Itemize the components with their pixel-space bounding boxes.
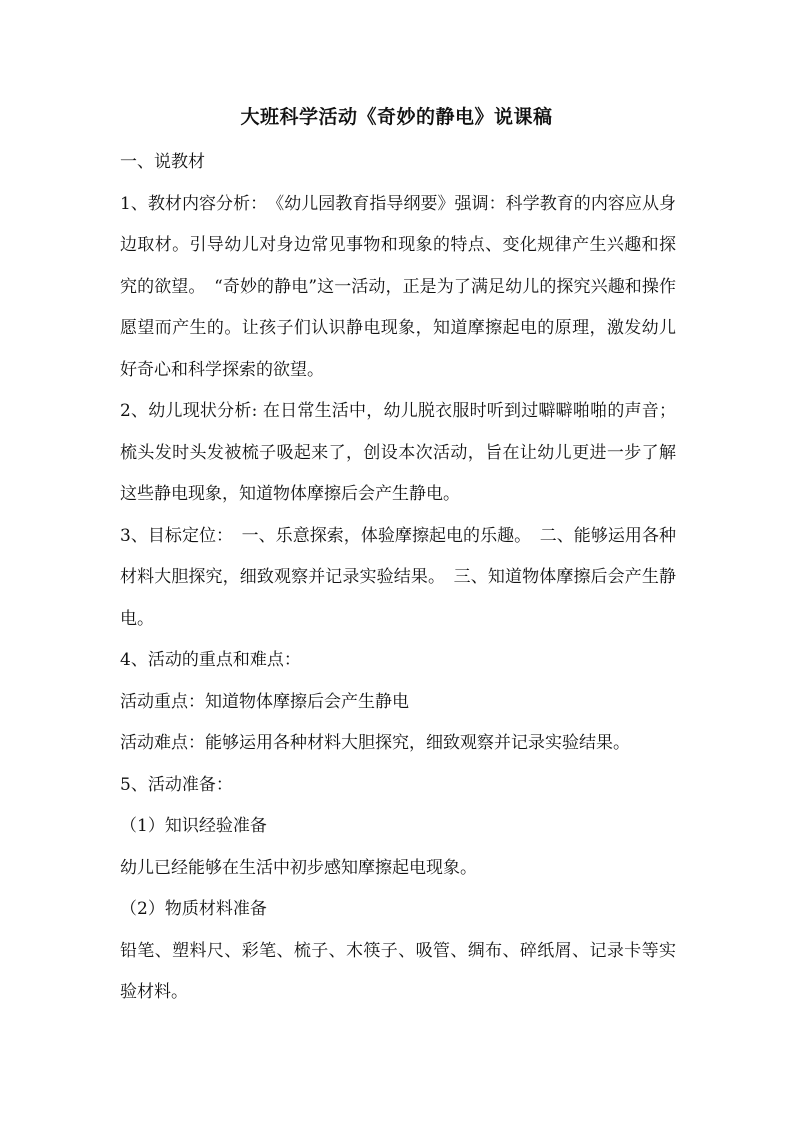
document-title: 大班科学活动《奇妙的静电》说课稿 <box>240 106 553 128</box>
paragraph-knowledge-prep-heading: （1）知识经验准备 <box>120 816 267 836</box>
paragraph-key-point: 活动重点：知道物体摩擦后会产生静电 <box>120 691 409 712</box>
paragraph-material-prep-heading: （2）物质材料准备 <box>120 899 267 919</box>
paragraph-goal-setting: 3、目标定位： 一、乐意探索，体验摩擦起电的乐趣。 二、能够运用各种材料大胆探究，细致观察并记录实验结果。 三、知道物体摩擦后会产生静电。 <box>120 525 676 629</box>
paragraph-key-points-heading: 4、活动的重点和难点： <box>120 650 301 670</box>
paragraph-children-status: 2、幼儿现状分析: 在日常生活中，幼儿脱衣服时听到过噼噼啪啪的声音；梳头发时头发被梳子吸起来了，创设本次活动，旨在让幼儿更进一步了解这些静电现象，知道物体摩擦后会产生静电。 <box>120 401 676 504</box>
section-heading-teaching-material: 一、说教材 <box>120 152 205 172</box>
paragraph-material-analysis: 1、教材内容分析： 《幼儿园教育指导纲要》强调：科学教育的内容应从身边取材。引导幼儿对身边常见事物和现象的特点、变化规律产生兴趣和探究的欲望。 “奇妙的静电”这一活动，正是为了满足幼儿的探究兴趣和操作愿望而产生的。让孩子们认识静电现象，知道摩擦起电的原理，激发幼儿好奇心和科学探索的欲望。 <box>120 193 676 380</box>
paragraph-material-prep: 铅笔、塑料尺、彩笔、梳子、木筷子、吸管、绸布、碎纸屑、记录卡等实验材料。 <box>120 940 676 1002</box>
paragraph-difficult-point: 活动难点：能够运用各种材料大胆探究，细致观察并记录实验结果。 <box>120 733 630 753</box>
paragraph-preparation-heading: 5、活动准备： <box>120 774 233 795</box>
document-body <box>120 142 676 1014</box>
paragraph-knowledge-prep: 幼儿已经能够在生活中初步感知摩擦起电现象。 <box>120 857 477 878</box>
